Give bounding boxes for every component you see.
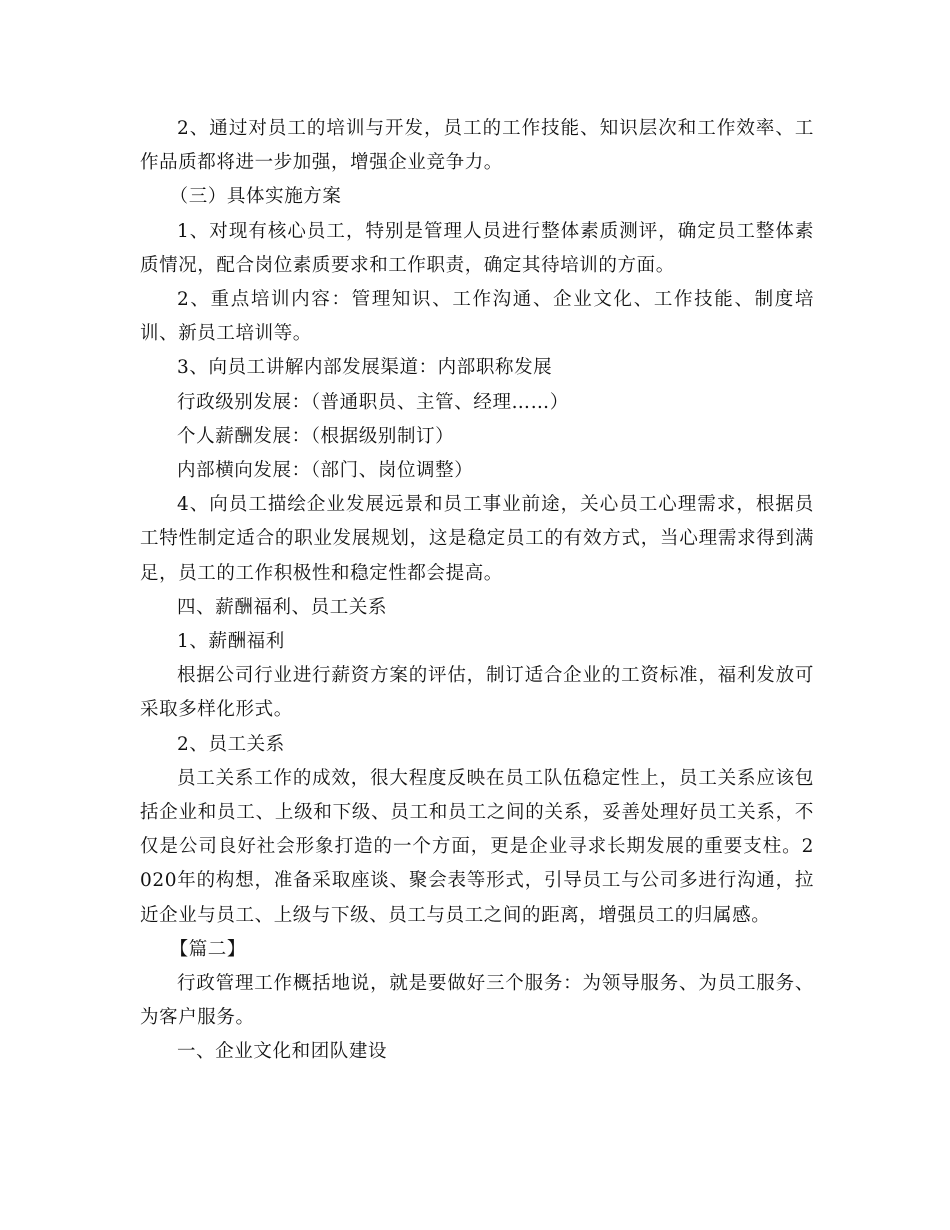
document-body bbox=[140, 112, 814, 1070]
paragraph-employee-relations: 员工关系工作的成效，很大程度反映在员工队伍稳定性上，员工关系应该包括企业和员工、上级和下级、员工和员工之间的关系，妥善处理好员工关系，不仅是公司良好社会形象打造的一个方面，更是企业寻求长期发展的重要支柱。2020年的构想，准备采取座谈、聚会表等形式，引导员工与公司多进行沟通，拉近企业与员工、上级与下级、员工与员工之间的距离，增强员工的归属感。 bbox=[140, 767, 814, 926]
heading-compensation: 1、薪酬福利 bbox=[177, 631, 285, 653]
heading-compensation-relations: 四、薪酬福利、员工关系 bbox=[177, 596, 388, 618]
heading-culture-team: 一、企业文化和团队建设 bbox=[177, 1041, 388, 1063]
heading-implementation-plan: （三）具体实施方案 bbox=[169, 186, 342, 208]
paragraph-training-content: 2、重点培训内容：管理知识、工作沟通、企业文化、工作技能、制度培训、新员工培训等。 bbox=[140, 289, 814, 345]
paragraph-lateral-development: 内部横向发展：（部门、岗位调整） bbox=[177, 460, 474, 482]
paragraph-training-benefit: 2、通过对员工的培训与开发，员工的工作技能、知识层次和工作效率、工作品质都将进一步加强，增强企业竞争力。 bbox=[140, 118, 814, 174]
heading-part-two: 【篇二】 bbox=[169, 938, 246, 960]
paragraph-development-channels: 3、向员工讲解内部发展渠道：内部职称发展 bbox=[177, 357, 553, 379]
heading-employee-relations: 2、员工关系 bbox=[177, 733, 285, 755]
paragraph-career-planning: 4、向员工描绘企业发展远景和员工事业前途，关心员工心理需求，根据员工特性制定适合的职业发展规划，这是稳定员工的有效方式，当心理需求得到满足，员工的工作积极性和稳定性都会提高。 bbox=[140, 494, 814, 584]
paragraph-core-staff-assessment: 1、对现有核心员工，特别是管理人员进行整体素质测评，确定员工整体素质情况，配合岗位素质要求和工作职责，确定其待培训的方面。 bbox=[140, 220, 814, 276]
paragraph-admin-level: 行政级别发展：（普通职员、主管、经理……） bbox=[177, 391, 569, 413]
paragraph-admin-services: 行政管理工作概括地说，就是要做好三个服务：为领导服务、为员工服务、为客户服务。 bbox=[140, 973, 814, 1029]
paragraph-salary-development: 个人薪酬发展：（根据级别制订） bbox=[177, 425, 455, 447]
paragraph-compensation: 根据公司行业进行薪资方案的评估，制订适合企业的工资标准，福利发放可采取多样化形式。 bbox=[140, 665, 814, 721]
